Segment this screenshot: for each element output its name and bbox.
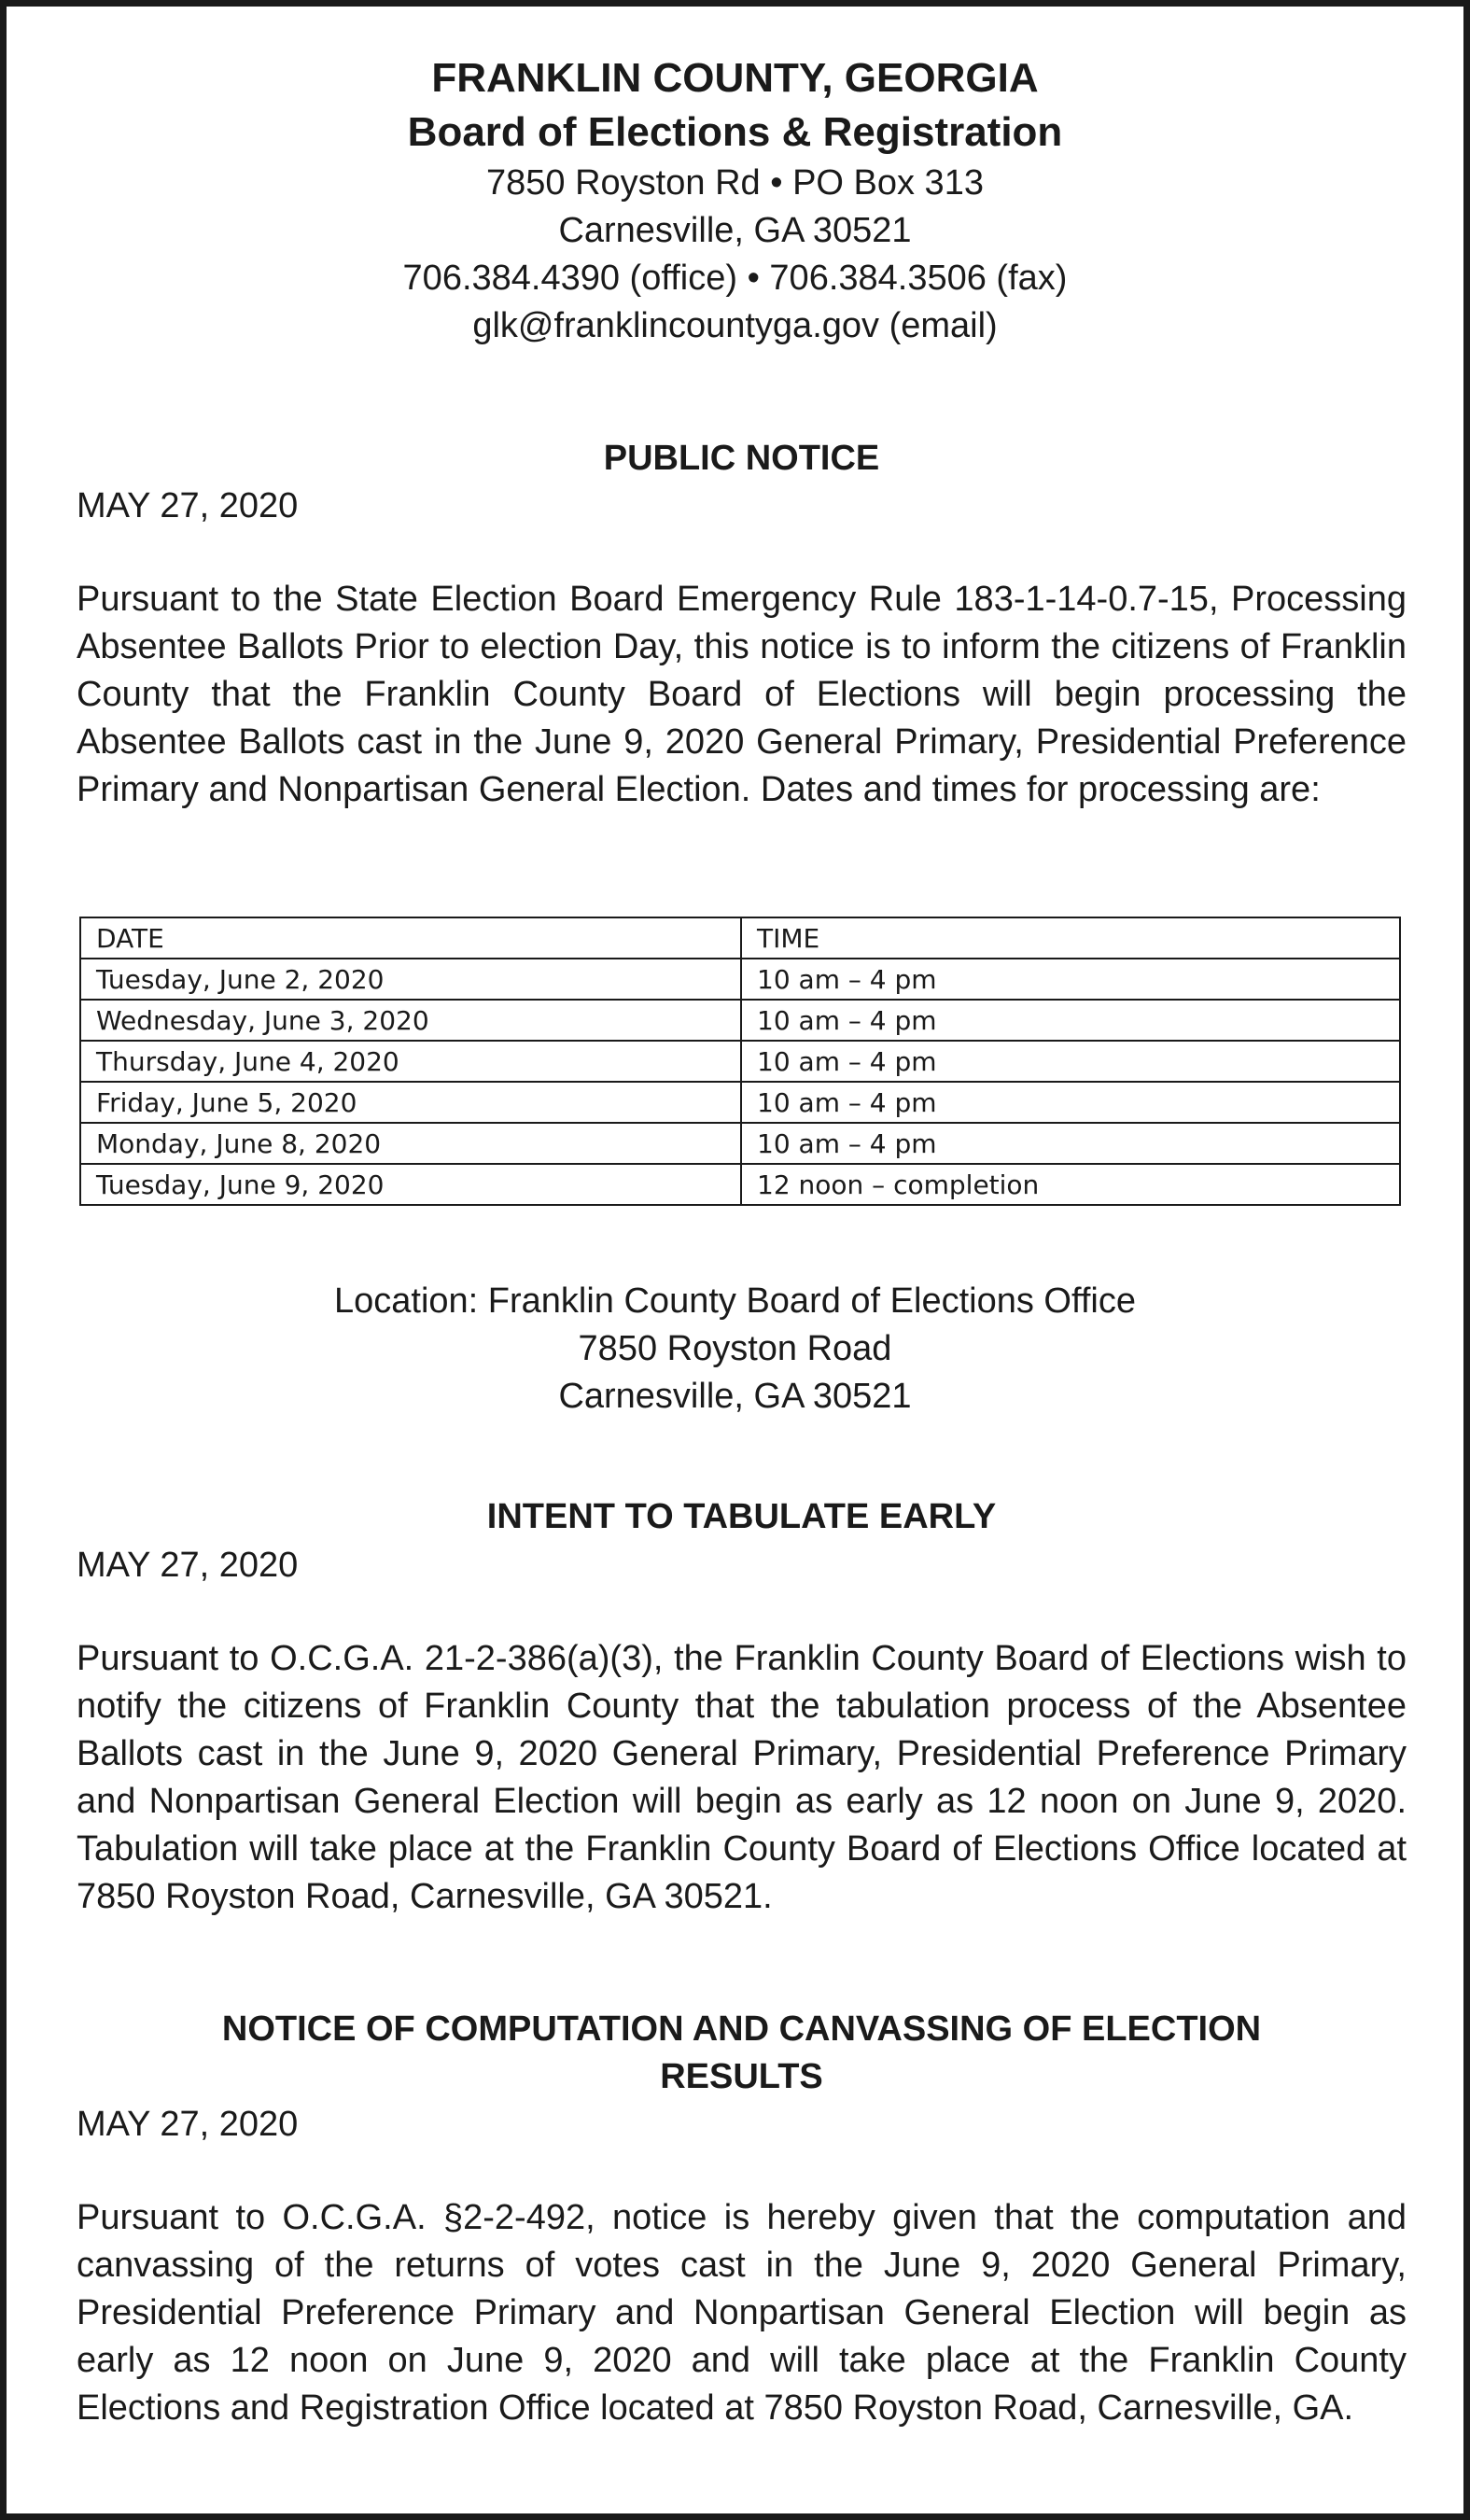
table-row	[80, 1000, 1400, 1041]
date-cell: Thursday, June 4, 2020	[80, 1041, 741, 1082]
processing-location	[7, 1278, 1463, 1421]
public-notice-body: Pursuant to the State Election Board Emergency Rule 183-1-14-0.7-15, Processing Absentee Ballots Prior to election Day, this notice is to inform the citizens of Franklin County that the Franklin County Board of Elections will begin processing the Absentee Ballots cast in the June 9, 2020 General Primary, Presidential Preference Primary and Nonpartisan General Election. Dates and times for processing are:	[77, 580, 1407, 809]
date-cell: Tuesday, June 9, 2020	[80, 1164, 741, 1205]
computation-notice-body: Pursuant to O.C.G.A. §2-2-492, notice is hereby given that the computation and canvassing of the returns of votes cast in the June 9, 2020 General Primary, Presidential Preference Primary and Nonpartisan General Election will begin as early as 12 noon on June 9, 2020 and will take place at the Franklin County Elections and Registration Office located at 7850 Royston Road, Carnesville, GA.	[77, 2198, 1407, 2428]
date-cell: Wednesday, June 3, 2020	[80, 1000, 741, 1041]
public-notice-date: MAY 27, 2020	[77, 486, 299, 525]
time-cell: 10 am – 4 pm	[741, 1041, 1400, 1082]
phone-fax: 706.384.4390 (office) • 706.384.3506 (fax)	[402, 259, 1068, 298]
public-notice-title: PUBLIC NOTICE	[603, 439, 880, 478]
location-line-office: Location: Franklin County Board of Elections Office	[334, 1281, 1136, 1321]
street-address: 7850 Royston Rd • PO Box 313	[486, 163, 984, 203]
intent-to-tabulate-body: Pursuant to O.C.G.A. 21-2-386(a)(3), the Franklin County Board of Elections wish to notify the citizens of Franklin County that the tabulation process of the Absentee Ballots cast in the June 9, 2020 General Primary, Presidential Preference Primary and Nonpartisan General Election will begin as early as 12 noon on June 9, 2020. Tabulation will take place at the Franklin County Board of Elections Office located at 7850 Royston Road, Carnesville, GA 30521.	[77, 1639, 1407, 1916]
table-row	[80, 1123, 1400, 1164]
intent-to-tabulate-date: MAY 27, 2020	[77, 1546, 299, 1585]
processing-schedule-table	[79, 917, 1401, 1206]
date-cell: Friday, June 5, 2020	[80, 1082, 741, 1123]
intent-to-tabulate-title: INTENT TO TABULATE EARLY	[486, 1497, 997, 1536]
computation-notice-date: MAY 27, 2020	[77, 2105, 299, 2144]
table-row	[80, 1164, 1400, 1205]
date-cell: Tuesday, June 2, 2020	[80, 959, 741, 1000]
date-column-header: DATE	[80, 917, 741, 959]
location-line-city: Carnesville, GA 30521	[558, 1377, 912, 1416]
time-cell: 10 am – 4 pm	[741, 959, 1400, 1000]
table-row	[80, 959, 1400, 1000]
time-cell: 12 noon – completion	[741, 1164, 1400, 1205]
date-cell: Monday, June 8, 2020	[80, 1123, 741, 1164]
county-name: FRANKLIN COUNTY, GEORGIA	[431, 55, 1039, 101]
computation-notice-title-line2: RESULTS	[660, 2057, 823, 2096]
computation-notice-title-line1: NOTICE OF COMPUTATION AND CANVASSING OF ELECTION	[221, 2009, 1262, 2049]
time-cell: 10 am – 4 pm	[741, 1082, 1400, 1123]
email-address: glk@franklincountyga.gov (email)	[472, 306, 998, 345]
table-row	[80, 1041, 1400, 1082]
table-header-row	[80, 917, 1400, 959]
letterhead	[7, 51, 1463, 350]
city-state-zip: Carnesville, GA 30521	[558, 211, 912, 250]
time-column-header: TIME	[741, 917, 1400, 959]
table-row	[80, 1082, 1400, 1123]
time-cell: 10 am – 4 pm	[741, 1000, 1400, 1041]
location-line-street: 7850 Royston Road	[578, 1329, 892, 1368]
time-cell: 10 am – 4 pm	[741, 1123, 1400, 1164]
board-name: Board of Elections & Registration	[407, 109, 1063, 155]
